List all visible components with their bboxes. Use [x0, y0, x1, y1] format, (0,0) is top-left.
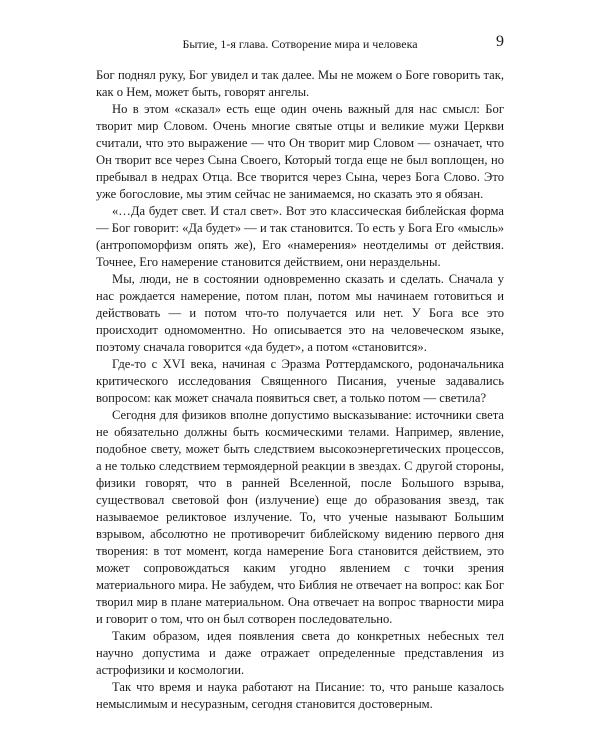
- paragraph-5: Где-то с XVI века, начиная с Эразма Роттердамского, родоначальника критического исследования Священного Писания, ученые задавались вопросом: как может сначала появиться свет, а только потом — светила?: [96, 357, 504, 405]
- paragraph-2: Но в этом «сказал» есть еще один очень важный для нас смысл: Бог творит мир Словом. Очень многие святые отцы и великие мужи Церкви считали, что это выражение — что Он творит мир Словом — означает, что Он творит все через Сына Своего, Который тогда еще не был воплощен, но пребывал в недрах Отца. Все творится через Сына, через Бога Слово. Это уже богословие, мы этим сейчас не занимаемся, но сказать это я обязан.: [96, 102, 504, 201]
- page-body: [96, 67, 504, 713]
- paragraph-7: Таким образом, идея появления света до конкретных небесных тел научно допустима и даже отражает определенные представления из астрофизики и космологии.: [96, 629, 504, 677]
- page-number: 9: [496, 33, 504, 50]
- running-header-title: Бытие, 1-я глава. Сотворение мира и человека: [182, 37, 418, 51]
- paragraph-8: Так что время и наука работают на Писание: то, что раньше казалось немыслимым и несуразным, сегодня становится достоверным.: [96, 680, 504, 711]
- running-header: [96, 33, 504, 55]
- paragraph-3: «…Да будет свет. И стал свет». Вот это классическая библейская форма — Бог говорит: «Да будет» — и так становится. То есть у Бога Его «мысль» (антропоморфизм опять же), Его «намерения» неотделимы от действия. Точнее, Его намерение становится действием, они нераздельны.: [96, 204, 504, 269]
- paragraph-6: Сегодня для физиков вполне допустимо высказывание: источники света не обязательно должны быть космическими телами. Например, явление, подобное свету, может быть следствием высокоэнергетических процессов, а не только следствием термоядерной реакции в звездах. С другой стороны, физики говорят, что в ранней Вселенной, после Большого взрыва, существовал световой фон (излучение) еще до образования звезд, так называемое реликтовое излучение. То, что ученые называют Большим взрывом, абсолютно не противоречит библейскому видению первого дня творения: в тот момент, когда намерение Бога становится действием, это может сопровождаться каким угодно явлением с точки зрения материального мира. Не забудем, что Библия не отвечает на вопрос: как Бог творил мир в плане материальном. Она отвечает на вопрос тварности мира и говорит о том, что он был сотворен последовательно.: [96, 408, 504, 626]
- paragraph-1: Бог поднял руку, Бог увидел и так далее. Мы не можем о Боге говорить так, как о Нем, может быть, говорят ангелы.: [96, 68, 504, 99]
- paragraph-4: Мы, люди, не в состоянии одновременно сказать и сделать. Сначала у нас рождается намерение, потом план, потом мы начинаем готовиться и действовать — и потом что-то получается или нет. У Бога все это происходит одномоментно. Но описывается это на человеческом языке, поэтому сначала говорится «да будет», а потом «становится».: [96, 272, 504, 354]
